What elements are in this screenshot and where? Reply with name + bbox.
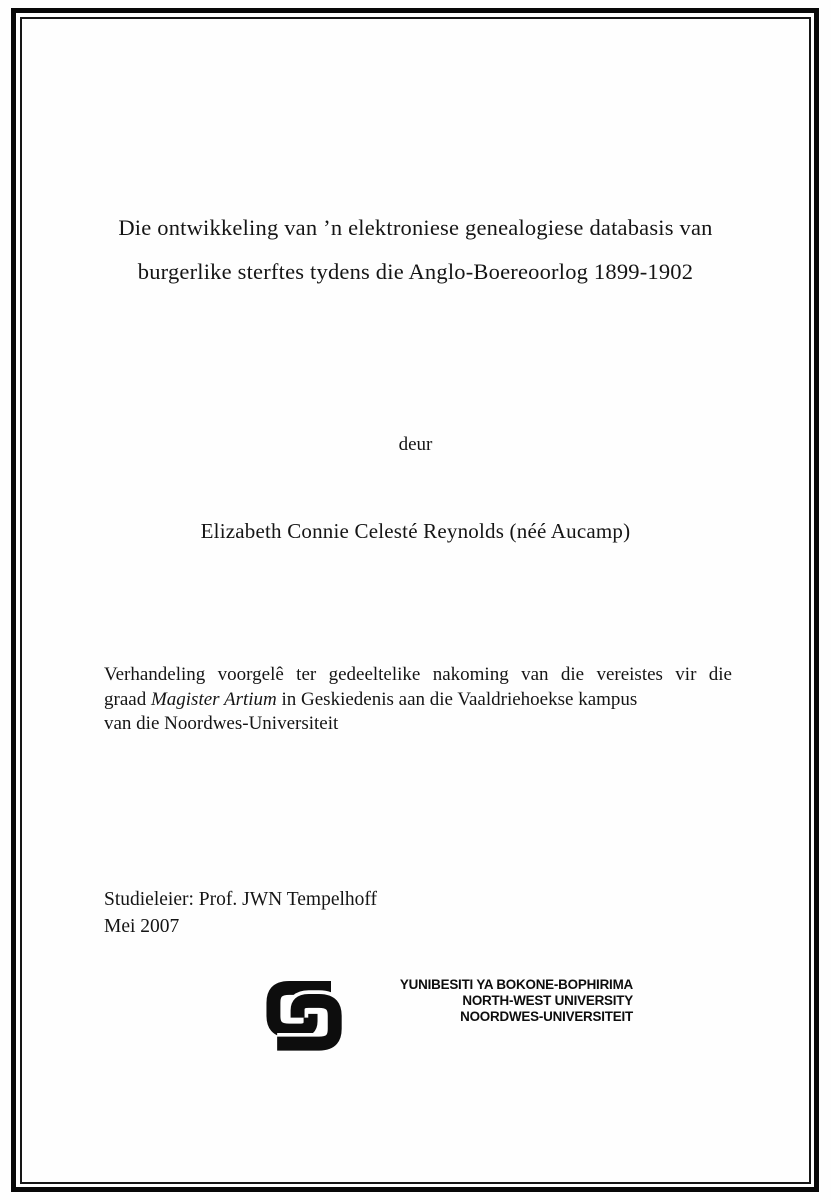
thesis-title bbox=[60, 206, 771, 294]
date-line: Mei 2007 bbox=[104, 916, 180, 937]
thesis-title-line1: Die ontwikkeling van ’n elektroniese genealogiese databasis van bbox=[118, 215, 713, 240]
thesis-statement-line1: Verhandeling voorgelê ter gedeeltelike nakoming van die vereistes vir die bbox=[104, 664, 732, 685]
byline-label: deur bbox=[398, 434, 433, 455]
thesis-statement bbox=[104, 663, 732, 737]
logo-wordmark bbox=[317, 977, 633, 1024]
author-name: Elizabeth Connie Celesté Reynolds (néé Aucamp) bbox=[200, 519, 631, 543]
statement-degree-name: Magister Artium bbox=[150, 688, 277, 710]
university-logo bbox=[257, 972, 633, 1054]
supervisor-line: Studieleier: Prof. JWN Tempelhoff bbox=[104, 889, 378, 910]
thesis-title-line2: burgerlike sterftes tydens die Anglo-Boereoorlog 1899-1902 bbox=[137, 259, 694, 284]
statement-line2-prefix: graad bbox=[104, 688, 151, 710]
thesis-statement-line2 bbox=[104, 688, 732, 713]
statement-line2-suffix: in Geskiedenis aan die Vaaldriehoekse kampus bbox=[276, 688, 638, 710]
logo-wordmark-line1: YUNIBESITI YA BOKONE-BOPHIRIMA bbox=[399, 977, 633, 992]
thesis-statement-line3: van die Noordwes-Universiteit bbox=[104, 713, 339, 735]
logo-wordmark-line2: NORTH-WEST UNIVERSITY bbox=[462, 992, 633, 1008]
supervisor-block bbox=[104, 886, 377, 940]
logo-wordmark-line3: NOORDWES-UNIVERSITEIT bbox=[460, 1008, 633, 1024]
